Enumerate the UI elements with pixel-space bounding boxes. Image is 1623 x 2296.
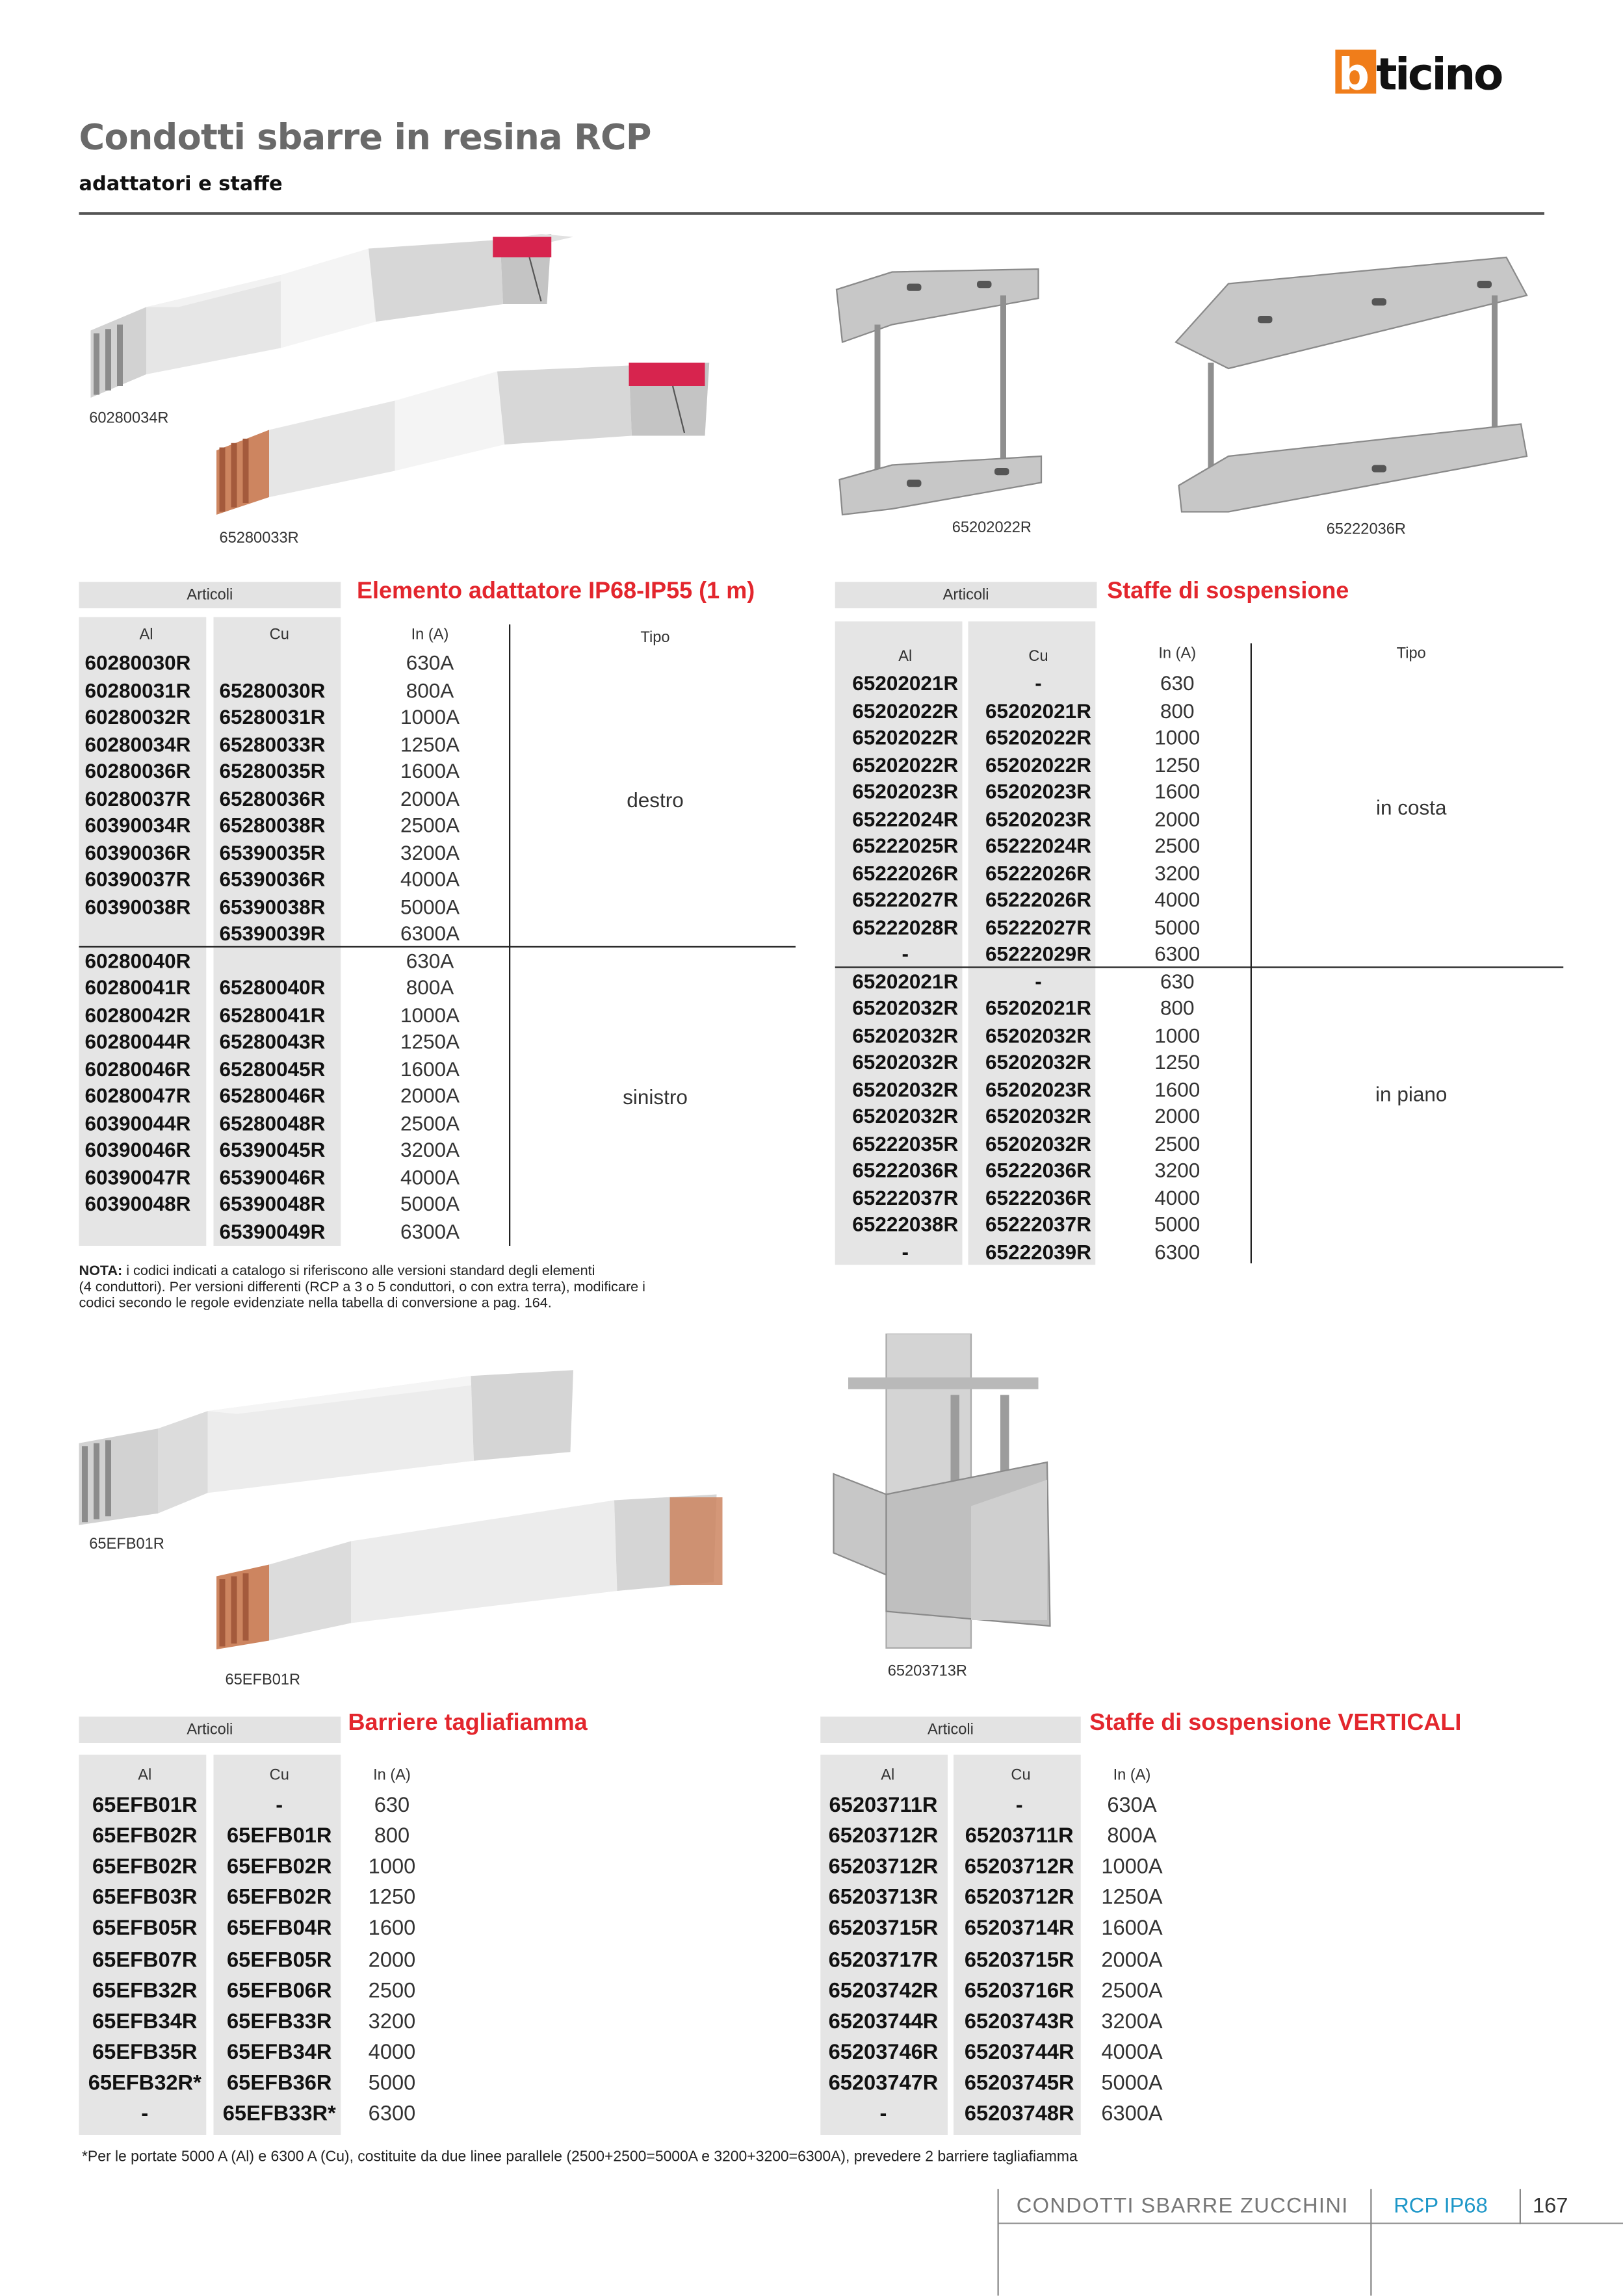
cell-cu: 65203748R: [954, 2103, 1085, 2126]
cell-al: 60280041R: [85, 975, 211, 999]
cell-in: 4000A: [1088, 2041, 1176, 2065]
cell-cu: 65222039R: [968, 1239, 1109, 1263]
cell-cu: 65390045R: [220, 1138, 346, 1161]
cell-al: 60390036R: [85, 840, 211, 864]
cell-al: 60280046R: [85, 1057, 211, 1080]
cell-al: 60280042R: [85, 1002, 211, 1025]
cell-al: 65222035R: [835, 1131, 976, 1154]
cell-cu: 65203715R: [954, 1948, 1085, 1972]
cell-in: 2500A: [351, 813, 509, 836]
cell-cu: 65390039R: [220, 922, 346, 945]
cell-cu: 65203711R: [954, 1825, 1085, 1848]
cell-cu: 65222036R: [968, 1158, 1109, 1181]
cell-in: 1600: [1104, 1077, 1251, 1100]
col-header-tipo: Tipo: [1258, 645, 1565, 662]
cell-cu: 65203743R: [954, 2010, 1085, 2033]
cell-cu: 65EFB34R: [214, 2041, 346, 2065]
cell-al: 65222026R: [835, 860, 976, 884]
cell-in: 6300: [1104, 942, 1251, 965]
cell-cu: 65203714R: [954, 1918, 1085, 1941]
cell-cu: 65280046R: [220, 1083, 346, 1107]
cell-al: 60280044R: [85, 1029, 211, 1053]
cell-al: 65222037R: [835, 1185, 976, 1209]
cell-in: 1000A: [1088, 1856, 1176, 1879]
cell-al: 65203742R: [820, 1980, 946, 2003]
page-title: Condotti sbarre in resina RCP: [79, 117, 651, 158]
cell-al: 65202023R: [835, 779, 976, 803]
cell-cu: 65280038R: [220, 813, 346, 836]
cell-cu: 65202022R: [968, 753, 1109, 776]
cell-in: 800A: [1088, 1825, 1176, 1848]
cell-in: 1000A: [351, 705, 509, 729]
cell-al: 65EFB07R: [79, 1948, 211, 1972]
cell-in: 3200: [1104, 860, 1251, 884]
cell-cu: 65202022R: [968, 725, 1109, 749]
section-title: Elemento adattatore IP68-IP55 (1 m): [357, 579, 755, 606]
cell-cu: 65222026R: [968, 860, 1109, 884]
cell-cu: 65222029R: [968, 942, 1109, 965]
cell-in: 1250A: [1088, 1887, 1176, 1910]
cell-al: 65222027R: [835, 888, 976, 911]
col-header-cu: Cu: [968, 648, 1109, 665]
image-caption: 65EFB01R: [226, 1671, 301, 1689]
cell-in: 5000: [1104, 1212, 1251, 1235]
cell-al: -: [835, 1239, 976, 1263]
cell-cu: 65EFB01R: [214, 1825, 346, 1848]
footer-section: CONDOTTI SBARRE ZUCCHINI: [1017, 2195, 1349, 2218]
cell-in: 800A: [351, 975, 509, 999]
image-caption: 65EFB01R: [89, 1536, 164, 1553]
col-header-cu: Cu: [954, 1766, 1088, 1784]
cell-in: 4000: [1104, 888, 1251, 911]
cell-in: 1600: [351, 1918, 433, 1941]
cell-in: 2000A: [351, 1083, 509, 1107]
cell-al: -: [79, 2103, 211, 2126]
cell-cu: 65EFB33R*: [214, 2103, 346, 2126]
cell-in: 630A: [1088, 1794, 1176, 1818]
cell-cu: 65202032R: [968, 1023, 1109, 1046]
cell-in: 4000: [351, 2041, 433, 2065]
cell-in: 1250A: [351, 1029, 509, 1053]
cell-al: 65EFB32R*: [79, 2072, 211, 2095]
bracket-image-piano: [1170, 252, 1536, 522]
section-title: Staffe di sospensione: [1107, 579, 1349, 606]
note-text: codici secondo le regole evidenziate nella tabella di conversione a pag. 164.: [79, 1296, 552, 1312]
catalog-note: [79, 1263, 767, 1311]
cell-al: 65EFB01R: [79, 1794, 211, 1818]
col-header-in: In (A): [1088, 1766, 1176, 1784]
cell-cu: -: [968, 969, 1109, 992]
cell-in: 5000A: [351, 1192, 509, 1215]
cell-al: 65202032R: [835, 1050, 976, 1074]
cell-al: 60390044R: [85, 1111, 211, 1134]
title-divider: [79, 212, 1545, 215]
note-label: NOTA:: [79, 1263, 123, 1280]
svg-text:ticino: ticino: [1376, 48, 1502, 96]
cell-al: 65203711R: [820, 1794, 946, 1818]
cell-in: 6300: [1104, 1239, 1251, 1263]
cell-in: 6300A: [351, 1219, 509, 1242]
cell-in: 2500A: [351, 1111, 509, 1134]
cell-al: 60390038R: [85, 894, 211, 918]
cell-al: 65222036R: [835, 1158, 976, 1181]
footer-product-line: RCP IP68: [1394, 2195, 1487, 2218]
tipo-cell: sinistro: [512, 1085, 799, 1109]
cell-in: 1000: [351, 1856, 433, 1879]
cell-in: 2500: [351, 1980, 433, 2003]
bracket-image-costa: [834, 261, 1054, 527]
cell-in: 5000: [351, 2072, 433, 2095]
cell-al: 65EFB02R: [79, 1856, 211, 1879]
cell-al: 65202022R: [835, 725, 976, 749]
section-title: Staffe di sospensione VERTICALI: [1089, 1711, 1461, 1738]
cell-in: 4000: [1104, 1185, 1251, 1209]
cell-in: 2500: [1104, 1131, 1251, 1154]
cell-al: 65203712R: [820, 1825, 946, 1848]
cell-cu: -: [214, 1794, 346, 1818]
cell-al: 65203715R: [820, 1918, 946, 1941]
image-caption: 65280033R: [220, 530, 299, 547]
cell-al: 65222025R: [835, 834, 976, 857]
vertical-bracket-image: [828, 1334, 1077, 1658]
cell-cu: 65390035R: [220, 840, 346, 864]
cell-al: 60280040R: [85, 948, 211, 972]
cell-cu: 65EFB06R: [214, 1980, 346, 2003]
cell-in: 800: [1104, 996, 1251, 1019]
cell-in: 3200: [1104, 1158, 1251, 1181]
cell-al: 60280037R: [85, 786, 211, 809]
cell-in: 800: [1104, 698, 1251, 721]
cell-cu: 65202021R: [968, 996, 1109, 1019]
cell-cu: 65280040R: [220, 975, 346, 999]
cell-al: 60280031R: [85, 678, 211, 701]
cell-al: 65202032R: [835, 996, 976, 1019]
footer-divider: [998, 2223, 1623, 2224]
cell-cu: -: [954, 1794, 1085, 1818]
cell-al: 60280036R: [85, 759, 211, 782]
cell-in: 2500: [1104, 834, 1251, 857]
section-title: Barriere tagliafiamma: [348, 1711, 588, 1738]
cell-cu: 65280033R: [220, 732, 346, 755]
cell-cu: 65202023R: [968, 779, 1109, 803]
cell-in: 1000: [1104, 725, 1251, 749]
cell-cu: 65202023R: [968, 1077, 1109, 1100]
cell-in: 1600A: [1088, 1918, 1176, 1941]
cell-al: 65202022R: [835, 753, 976, 776]
cell-al: 65202022R: [835, 698, 976, 721]
cell-al: 65203713R: [820, 1887, 946, 1910]
cell-al: 65222024R: [835, 806, 976, 830]
cell-al: 60390046R: [85, 1138, 211, 1161]
cell-cu: 65203712R: [954, 1856, 1085, 1879]
cell-in: 5000A: [351, 894, 509, 918]
cell-al: 65EFB35R: [79, 2041, 211, 2065]
cell-in: 2000A: [351, 786, 509, 809]
cell-al: 60280034R: [85, 732, 211, 755]
cell-in: 800: [351, 1825, 433, 1848]
footnote: *Per le portate 5000 A (Al) e 6300 A (Cu), costituite da due linee parallele (2500+2500=5000A e 3200+3200=6300A), prevedere 2 barriere tagliafiamma: [82, 2150, 1078, 2166]
cell-in: 5000A: [1088, 2072, 1176, 2095]
cell-in: 1600: [1104, 779, 1251, 803]
cell-cu: 65203745R: [954, 2072, 1085, 2095]
cell-al: 65202032R: [835, 1104, 976, 1128]
adapter-image-cu: [205, 351, 760, 541]
cell-cu: 65222027R: [968, 914, 1109, 938]
cell-al: 65222028R: [835, 914, 976, 938]
col-header-in: In (A): [351, 626, 509, 643]
cell-in: 1600A: [351, 759, 509, 782]
cell-cu: 65222036R: [968, 1185, 1109, 1209]
cell-in: 5000: [1104, 914, 1251, 938]
page-subtitle: adattatori e staffe: [79, 173, 283, 196]
cell-al: -: [835, 942, 976, 965]
cell-cu: 65390048R: [220, 1192, 346, 1215]
cell-al: 65203717R: [820, 1948, 946, 1972]
cell-cu: 65202023R: [968, 806, 1109, 830]
cell-cu: 65280030R: [220, 678, 346, 701]
image-caption: 65222036R: [1327, 521, 1406, 538]
cell-al: 60280030R: [85, 651, 211, 674]
cell-cu: 65EFB36R: [214, 2072, 346, 2095]
note-text: i codici indicati a catalogo si riferiscono alle versioni standard degli elementi: [122, 1263, 595, 1280]
cell-cu: 65203744R: [954, 2041, 1085, 2065]
cell-cu: 65202021R: [968, 698, 1109, 721]
cell-in: 6300A: [351, 922, 509, 945]
cell-cu: 65280048R: [220, 1111, 346, 1134]
cell-in: 2000: [1104, 1104, 1251, 1128]
cell-al: 65203712R: [820, 1856, 946, 1879]
cell-in: 2000: [351, 1948, 433, 1972]
cell-in: 630A: [351, 948, 509, 972]
col-header-al: Al: [820, 1766, 955, 1784]
col-header-al: Al: [79, 1766, 211, 1784]
cell-al: 65EFB32R: [79, 1980, 211, 2003]
cell-cu: 65280045R: [220, 1057, 346, 1080]
image-caption: 60280034R: [89, 409, 168, 427]
cell-cu: 65202032R: [968, 1050, 1109, 1074]
cell-al: 60390037R: [85, 867, 211, 890]
cell-in: 1000: [1104, 1023, 1251, 1046]
cell-cu: 65280035R: [220, 759, 346, 782]
cell-in: 2000: [1104, 806, 1251, 830]
cell-in: 1000A: [351, 1002, 509, 1025]
cell-cu: 65280036R: [220, 786, 346, 809]
tipo-cell: in costa: [1258, 795, 1565, 819]
cell-al: 65202021R: [835, 969, 976, 992]
col-header-cu: Cu: [214, 1766, 346, 1784]
col-header-cu: Cu: [214, 626, 346, 643]
col-header-al: Al: [79, 626, 214, 643]
tipo-cell: in piano: [1258, 1082, 1565, 1105]
tipo-cell: destro: [512, 788, 799, 812]
section-label: Articoli: [79, 1717, 341, 1744]
cell-in: 800A: [351, 678, 509, 701]
section-label: Articoli: [820, 1717, 1081, 1744]
cell-cu: -: [968, 671, 1109, 695]
cell-cu: 65EFB05R: [214, 1948, 346, 1972]
firebarrier-image-cu: [205, 1477, 760, 1668]
section-label: Articoli: [835, 582, 1097, 609]
cell-in: 1250: [351, 1887, 433, 1910]
cell-al: 65202032R: [835, 1023, 976, 1046]
cell-in: 1250: [1104, 1050, 1251, 1074]
cell-in: 630A: [351, 651, 509, 674]
cell-in: 4000A: [351, 867, 509, 890]
cell-al: 65203744R: [820, 2010, 946, 2033]
cell-cu: 65203712R: [954, 1887, 1085, 1910]
cell-al: 65203747R: [820, 2072, 946, 2095]
col-header-in: In (A): [351, 1766, 433, 1784]
cell-in: 3200A: [351, 840, 509, 864]
cell-al: 65EFB02R: [79, 1825, 211, 1848]
cell-cu: 65EFB33R: [214, 2010, 346, 2033]
image-caption: 65203713R: [888, 1662, 967, 1680]
cell-in: 4000A: [351, 1165, 509, 1188]
cell-al: 60280047R: [85, 1083, 211, 1107]
bticino-logo: [1335, 44, 1547, 97]
cell-in: 2500A: [1088, 1980, 1176, 2003]
cell-al: 60280032R: [85, 705, 211, 729]
cell-cu: 65203716R: [954, 1980, 1085, 2003]
cell-al: 65EFB05R: [79, 1918, 211, 1941]
cell-in: 1600A: [351, 1057, 509, 1080]
cell-al: 65EFB03R: [79, 1887, 211, 1910]
image-caption: 65202022R: [952, 519, 1032, 537]
col-header-tipo: Tipo: [512, 629, 799, 647]
section-label: Articoli: [79, 582, 341, 609]
cell-cu: 65280041R: [220, 1002, 346, 1025]
cell-cu: 65280031R: [220, 705, 346, 729]
cell-cu: 65202032R: [968, 1104, 1109, 1128]
cell-al: -: [820, 2103, 946, 2126]
cell-al: 60390048R: [85, 1192, 211, 1215]
cell-al: 65202021R: [835, 671, 976, 695]
cell-cu: 65202032R: [968, 1131, 1109, 1154]
cell-in: 3200A: [1088, 2010, 1176, 2033]
note-text: (4 conduttori). Per versioni differenti (RCP a 3 o 5 conduttori, o con extra terra), modificare i: [79, 1280, 645, 1296]
svg-text:b: b: [1338, 48, 1370, 96]
cell-in: 6300A: [1088, 2103, 1176, 2126]
cell-in: 630: [1104, 969, 1251, 992]
cell-in: 630: [1104, 671, 1251, 695]
col-header-al: Al: [835, 648, 976, 665]
cell-al: 65203746R: [820, 2041, 946, 2065]
cell-cu: 65390049R: [220, 1219, 346, 1242]
cell-cu: 65222037R: [968, 1212, 1109, 1235]
cell-in: 630: [351, 1794, 433, 1818]
cell-al: 60390034R: [85, 813, 211, 836]
cell-in: 6300: [351, 2103, 433, 2126]
cell-in: 1250: [1104, 753, 1251, 776]
cell-al: 65EFB34R: [79, 2010, 211, 2033]
cell-cu: 65EFB02R: [214, 1887, 346, 1910]
cell-cu: 65222026R: [968, 888, 1109, 911]
page-number: 167: [1533, 2195, 1568, 2218]
cell-al: 60390047R: [85, 1165, 211, 1188]
cell-in: 1250A: [351, 732, 509, 755]
cell-cu: 65390036R: [220, 867, 346, 890]
cell-cu: 65390038R: [220, 894, 346, 918]
cell-cu: 65390046R: [220, 1165, 346, 1188]
col-header-in: In (A): [1104, 645, 1251, 662]
cell-in: 3200: [351, 2010, 433, 2033]
cell-in: 2000A: [1088, 1948, 1176, 1972]
cell-cu: 65EFB04R: [214, 1918, 346, 1941]
cell-al: 65202032R: [835, 1077, 976, 1100]
cell-cu: 65280043R: [220, 1029, 346, 1053]
cell-in: 3200A: [351, 1138, 509, 1161]
cell-cu: 65EFB02R: [214, 1856, 346, 1879]
cell-cu: 65222024R: [968, 834, 1109, 857]
cell-al: 65222038R: [835, 1212, 976, 1235]
